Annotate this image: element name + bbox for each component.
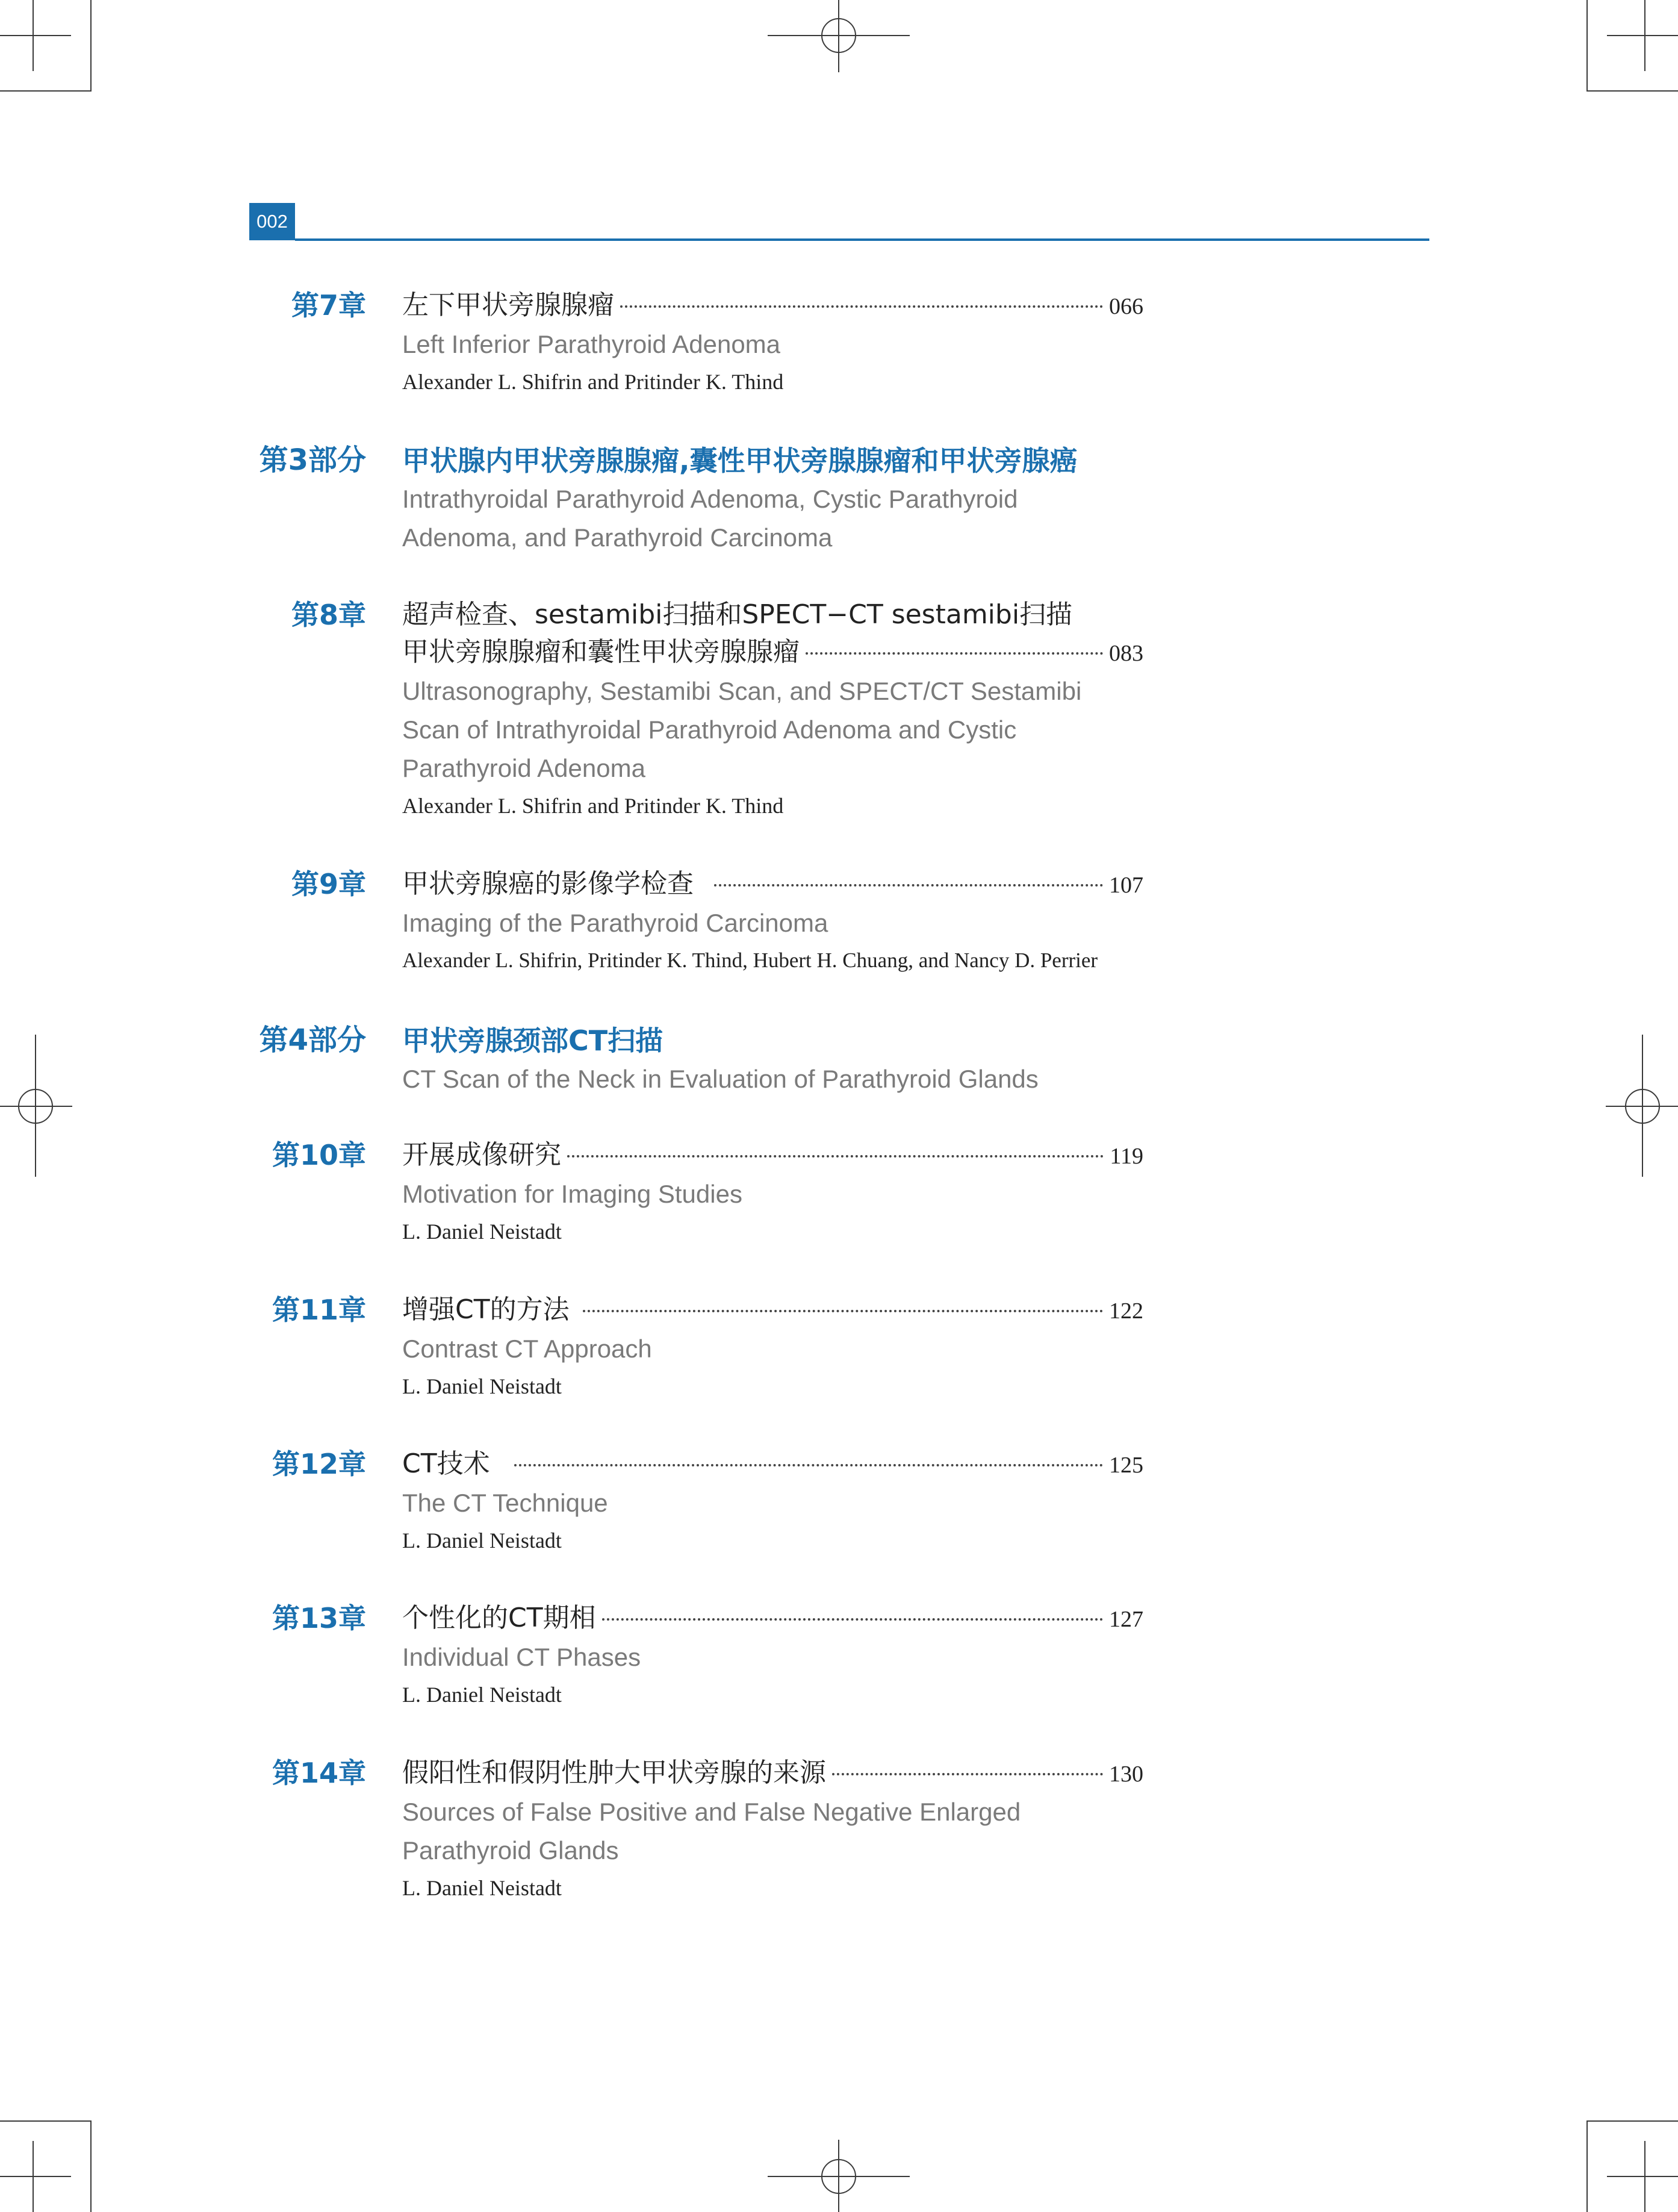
chapter-title-en: Contrast CT Approach <box>402 1335 652 1363</box>
dot-leader <box>832 1773 1103 1775</box>
toc-entry-part-4 <box>249 1021 1143 1098</box>
page-number: 127 <box>1109 1607 1143 1632</box>
part-title-en: CT Scan of the Neck in Evaluation of Parathyroid Glands <box>402 1065 1039 1093</box>
crop-mark <box>1586 2120 1588 2212</box>
chapter-authors: L. Daniel Neistadt <box>402 1220 562 1244</box>
chapter-title-zh-line: 甲状旁腺腺瘤和囊性甲状旁腺腺瘤 <box>402 637 800 667</box>
chapter-label: 第9章 <box>291 868 366 900</box>
chapter-label: 第14章 <box>272 1757 366 1789</box>
crop-mark <box>90 2120 92 2212</box>
chapter-title-en: Individual CT Phases <box>402 1643 641 1671</box>
page-number: 107 <box>1109 873 1143 898</box>
part-label: 第4部分 <box>259 1023 366 1057</box>
toc-entry-chapter-9 <box>249 865 1143 979</box>
chapter-title-zh: 甲状旁腺癌的影像学检查 <box>402 868 694 899</box>
crop-mark <box>0 35 71 36</box>
dot-leader <box>583 1310 1103 1312</box>
chapter-authors: L. Daniel Neistadt <box>402 1374 562 1398</box>
dot-leader <box>514 1464 1103 1466</box>
crop-mark <box>1607 35 1678 36</box>
chapter-label: 第7章 <box>291 289 366 322</box>
chapter-title-zh: 假阳性和假阴性肿大甲状旁腺的来源 <box>402 1757 826 1788</box>
page-number-tab: 002 <box>249 203 295 240</box>
chapter-title-zh: 个性化的CT期相 <box>402 1603 596 1633</box>
crop-mark <box>1607 2176 1678 2177</box>
toc-entry-chapter-13 <box>249 1600 1143 1713</box>
crop-mark <box>0 2176 71 2177</box>
chapter-title-en: Imaging of the Parathyroid Carcinoma <box>402 909 828 937</box>
toc-entry-chapter-8 <box>249 596 1143 824</box>
chapter-title-en: Left Inferior Parathyroid Adenoma <box>402 330 781 358</box>
chapter-title-zh-line: 超声检查、sestamibi扫描和SPECT−CT sestamibi扫描 <box>402 599 1073 630</box>
chapter-title-en-line: Scan of Intrathyroidal Parathyroid Adenoma and Cystic <box>402 715 1017 744</box>
chapter-authors: Alexander L. Shifrin, Pritinder K. Thind, Hubert H. Chuang, and Nancy D. Perrier <box>402 949 1098 972</box>
dot-leader <box>567 1155 1104 1157</box>
crop-mark <box>0 2120 92 2122</box>
crop-mark <box>1586 2120 1678 2122</box>
chapter-title-zh: 开展成像研究 <box>402 1139 561 1170</box>
chapter-authors: L. Daniel Neistadt <box>402 1683 562 1707</box>
dot-leader <box>620 305 1103 308</box>
chapter-label: 第10章 <box>272 1139 366 1171</box>
chapter-authors: Alexander L. Shifrin and Pritinder K. Thind <box>402 370 784 394</box>
part-title-en-line: Intrathyroidal Parathyroid Adenoma, Cystic Parathyroid <box>402 485 1018 513</box>
page-number: 130 <box>1109 1762 1143 1787</box>
page-number: 125 <box>1109 1453 1143 1478</box>
part-title-en-line: Adenoma, and Parathyroid Carcinoma <box>402 523 833 552</box>
chapter-title-en-line: Parathyroid Adenoma <box>402 754 645 782</box>
crop-mark <box>0 90 92 92</box>
chapter-authors: L. Daniel Neistadt <box>402 1528 562 1553</box>
part-title-zh: 甲状腺内甲状旁腺腺瘤,囊性甲状旁腺腺瘤和甲状旁腺癌 <box>402 444 1078 477</box>
toc-entry-chapter-10 <box>249 1136 1143 1250</box>
part-title-zh: 甲状旁腺颈部CT扫描 <box>402 1024 663 1057</box>
chapter-title-zh: 增强CT的方法 <box>402 1294 570 1325</box>
toc-entry-chapter-12 <box>249 1445 1143 1559</box>
chapter-label: 第13章 <box>272 1602 366 1634</box>
header-rule <box>295 238 1429 241</box>
chapter-label: 第12章 <box>272 1448 366 1480</box>
part-label: 第3部分 <box>259 443 366 477</box>
chapter-title-zh: 左下甲状旁腺腺瘤 <box>402 290 614 320</box>
dot-leader <box>602 1618 1103 1621</box>
toc-entry-part-3 <box>249 441 1143 557</box>
dot-leader <box>714 884 1103 886</box>
chapter-title-zh: CT技术 <box>402 1448 490 1479</box>
dot-leader <box>806 652 1103 655</box>
toc-entry-chapter-11 <box>249 1291 1143 1404</box>
crop-mark <box>1586 90 1678 92</box>
toc-entry-chapter-14 <box>249 1754 1143 1906</box>
chapter-label: 第11章 <box>272 1294 366 1326</box>
chapter-authors: L. Daniel Neistadt <box>402 1876 562 1900</box>
crop-mark <box>1586 0 1588 92</box>
chapter-title-en: Motivation for Imaging Studies <box>402 1180 742 1208</box>
toc-entry-chapter-7 <box>249 287 1143 400</box>
page-number: 066 <box>1109 294 1143 319</box>
chapter-label: 第8章 <box>291 599 366 631</box>
chapter-authors: Alexander L. Shifrin and Pritinder K. Thind <box>402 794 784 818</box>
page-number: 083 <box>1109 641 1143 666</box>
chapter-title-en-line: Sources of False Positive and False Negative Enlarged <box>402 1798 1021 1826</box>
chapter-title-en-line: Parathyroid Glands <box>402 1836 619 1865</box>
crop-mark <box>90 0 92 92</box>
chapter-title-en-line: Ultrasonography, Sestamibi Scan, and SPECT/CT Sestamibi <box>402 677 1082 705</box>
page-number: 119 <box>1110 1144 1143 1169</box>
chapter-title-en: The CT Technique <box>402 1489 608 1517</box>
page-number: 122 <box>1109 1298 1143 1324</box>
